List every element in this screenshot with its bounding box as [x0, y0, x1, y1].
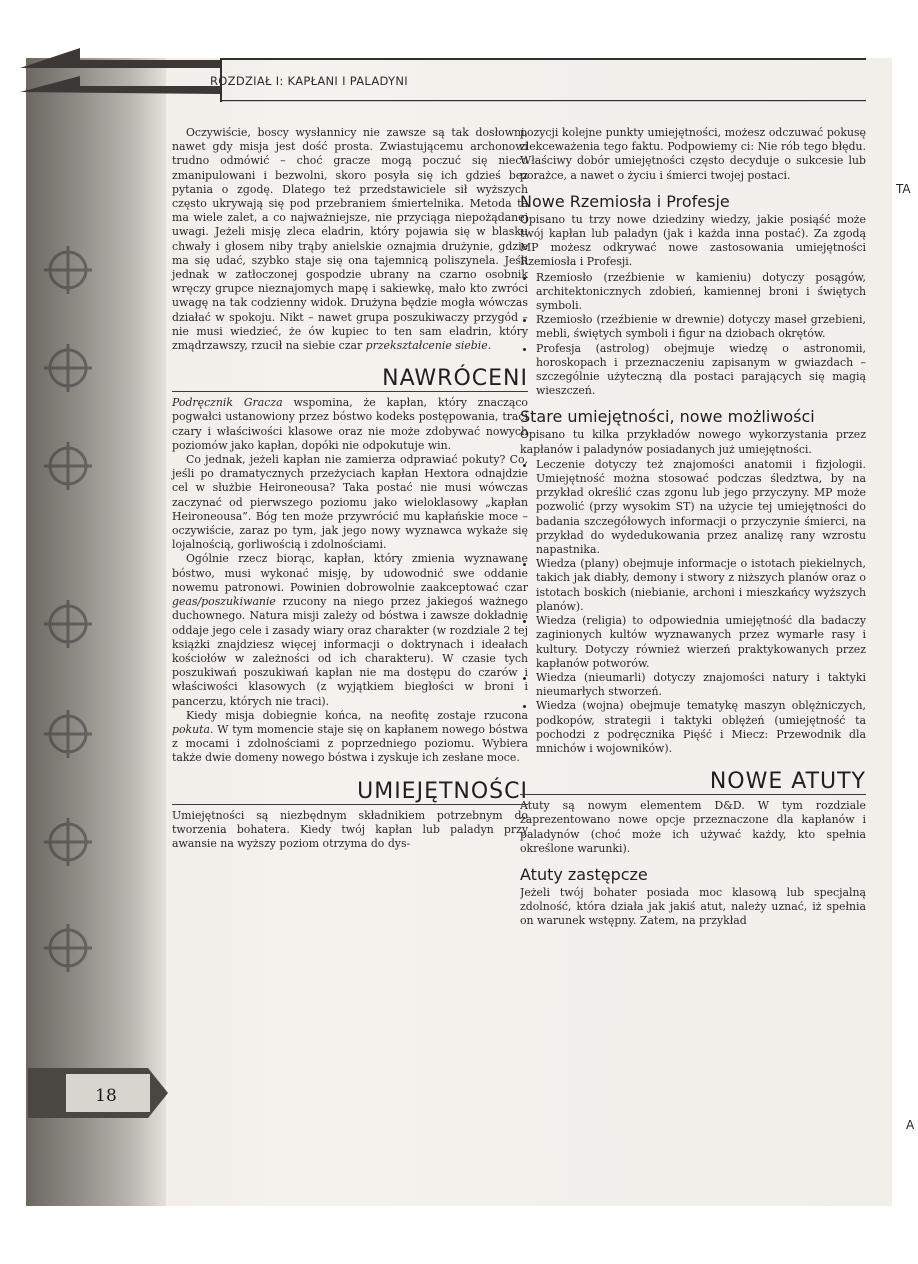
bullet-list: [520, 458, 866, 756]
list-item: • Wiedza (wojna) obejmuje tematykę maszyn oblężniczych, podkopów, strategii i taktyki oblężeń (umiejętność ta pochodzi z podręcznika Pięść i Miecz: Przewodnik dla mnichów i wojowników).: [536, 699, 866, 756]
list-item: • Profesja (astrolog) obejmuje wiedzę o astronomii, horoskopach i przeznaczeniu zapisanym w gwiazdach – szczególnie użyteczną dla postaci parających się magią wieszczeń.: [536, 342, 866, 399]
list-item: • Rzemiosło (rzeźbienie w kamieniu) dotyczy posągów, architektonicznych zdobień, kamiennej broni i świętych symboli.: [536, 271, 866, 314]
paragraph: Opisano tu kilka przykładów nowego wykorzystania przez kapłanów i paladynów posiadanych już umiejętności.: [520, 428, 866, 456]
section-heading-nawroceni: NAWRÓCENI: [172, 363, 528, 392]
header-arrow-banner: [20, 48, 866, 112]
subheading-atuty-zastepcze: Atuty zastępcze: [520, 864, 648, 884]
paragraph: pozycji kolejne punkty umiejętności, możesz odczuwać pokusę zlekceważenia tego faktu. Podpowiemy ci: Nie rób tego błędu. Właściwy dobór umiejętności często decyduje o sukcesie lub porażce, a nawet o życiu i śmierci twojej postaci.: [520, 126, 866, 182]
edge-letter-bottom: A: [906, 1118, 915, 1132]
list-item: • Rzemiosło (rzeźbienie w drewnie) dotyczy maseł grzebieni, mebli, świętych symboli i figur na dziobach okrętów.: [536, 313, 866, 341]
cross-glyph-icon: [40, 242, 96, 298]
subheading-stare-umiejetnosci: Stare umiejętności, nowe możliwości: [520, 407, 815, 427]
list-item: • Wiedza (nieumarli) dotyczy znajomości natury i taktyki nieumarłych stworzeń.: [536, 671, 866, 699]
list-item: • Leczenie dotyczy też znajomości anatomii i fizjologii. Umiejętność można stosować podczas śledztwa, by na przykład określić czas zgonu lub jego przyczyny. MP może pozwolić (przy wysokim ST) na użycie tej umiejętności do badania szczegółowych informacji o przyczynie śmierci, na przykład do wydedukowania przez analizę rany wzrostu napastnika.: [536, 458, 866, 557]
cross-glyph-icon: [40, 340, 96, 396]
subheading-nowe-rzemiosla: Nowe Rzemiosła i Profesje: [520, 191, 730, 211]
right-column: [520, 126, 866, 929]
paragraph: Co jednak, jeżeli kapłan nie zamierza odprawiać pokuty? Co, jeśli po dramatycznych przeżyciach kapłan Hextora odnajdzie cel w służbie Heironeousa? Taka postać nie musi wówczas zaczynać od pierwszego poziomu jako wieloklasowy „kapłan Heironeousa”. Bóg ten może przywrócić mu kapłańskie moce – oczywiście, zaraz po tym, jak jego nowy wyznawca wykaże się lojalnością, gorliwością i zdolnościami.: [172, 453, 528, 552]
paragraph: Ogólnie rzecz biorąc, kapłan, który zmienia wyznawane bóstwo, musi wykonać misję, by udowodnić swe oddanie nowemu patronowi. Powinien dobrowolnie zaakceptować czar geas/poszukiwanie rzucony na niego przez jakiegoś ważnego duchownego. Natura misji zależy od bóstwa i zawsze dokładnie oddaje jego cele i zasady wiary oraz charakter (w rozdziale 2 tej książki znajdziesz więcej informacji o doktrynach i ideałach kościołów w zależności od ich charakteru). W czasie tych poszukiwań poszukiwań kapłan nie ma dostępu do czarów i właściwości klasowych (z wyjątkiem biegłości w broni i pancerzu, których nie traci).: [172, 552, 528, 708]
list-item: • Wiedza (plany) obejmuje informacje o istotach piekielnych, takich jak diabły, demony i stwory z niższych planów oraz o istotach boskich (niebianie, archoni i mieszkańcy wyższych planów).: [536, 557, 866, 614]
paragraph: Umiejętności są niezbędnym składnikiem potrzebnym do tworzenia bohatera. Kiedy twój kapłan lub paladyn przy awansie na wyższy poziom otrzyma do dys-: [172, 808, 528, 850]
intro-paragraph: Oczywiście, boscy wysłannicy nie zawsze są tak dosłowni, nawet gdy misja jest dość prosta. Zwiastującemu archonowi trudno odmówić – choć gracze mogą poczuć się nieco zmanipulowani i bezwolni, skoro posyła się ich gdzieś bez pytania o zgodę. Dlatego też przedstawiciele sił wyższych często ukrywają się pod przebraniem śmiertelnika. Metoda ta ma wiele zalet, a co najważniejsze, nie przyciąga niepożądanej uwagi. Jeżeli misję zleca eladrin, który pojawia się w blasku chwały i głosem niby trąby anielskie oznajmia drużynie, gdzie ma się udać, szybko staje się ona tajemnicą poliszynela. Jeśli jednak w zatłoczonej gospodzie ubrany na czarno osobnik wręczy grupce nieznajomych mapę i sakiewkę, mało kto zwróci uwagę na tak codzienny widok. Drużyna będzie mogła wówczas działać w spokoju. Nikt – nawet grupa poszukiwaczy przygód – nie musi wiedzieć, że ów kupiec to ten sam eladrin, który zmądrzawszy, rzucił na siebie czar przekształcenie siebie.: [172, 126, 528, 353]
chapter-title: ROZDZIAŁ I: KAPŁANI I PALADYNI: [210, 74, 408, 88]
paragraph: Podręcznik Gracza wspomina, że kapłan, który znacząco pogwałci ustanowiony przez bóstwo kodeks postępowania, traci czary i właściwości klasowe oraz nie może zdobywać nowych poziomów jako kapłan, dopóki nie odpokutuje win.: [172, 396, 528, 452]
paragraph: Atuty są nowym elementem D&D. W tym rozdziale zaprezentowano nowe opcje przeznaczone dla kapłanów i paladynów (choć może ich używać każdy, kto spełnia określone warunki).: [520, 799, 866, 855]
section-heading-umiejetnosci: UMIEJĘTNOŚCI: [172, 776, 528, 805]
section-heading-nowe-atuty: NOWE ATUTY: [520, 766, 866, 795]
cross-glyph-icon: [40, 706, 96, 762]
paragraph: Opisano tu trzy nowe dziedziny wiedzy, jakie posiąść może twój kapłan lub paladyn (jak i każda inna postać). Za zgodą MP możesz odkrywać nowe zastosowania umiejętności Rzemiosła i Profesji.: [520, 212, 866, 269]
cross-glyph-icon: [40, 596, 96, 652]
paragraph: Jeżeli twój bohater posiada moc klasową lub specjalną zdolność, która działa jak jakiś atut, należy uznać, iż spełnia on warunek wstępny. Zatem, na przykład: [520, 885, 866, 928]
list-item: • Wiedza (religia) to odpowiednia umiejętność dla badaczy zaginionych kultów wyznawanych przez wymarłe rasy i kultury. Dotyczy również wierzeń praktykowanych przez kapłanów potworów.: [536, 614, 866, 671]
cross-glyph-icon: [40, 920, 96, 976]
left-column: [172, 126, 528, 851]
edge-letters-top: TA: [896, 182, 911, 196]
cross-glyph-icon: [40, 814, 96, 870]
page-number: 18: [95, 1086, 117, 1106]
cross-glyph-icon: [40, 438, 96, 494]
paragraph: Kiedy misja dobiegnie końca, na neofitę zostaje rzucona pokuta. W tym momencie staje się on kapłanem nowego bóstwa z mocami i zdolnościami z poprzedniego poziomu. Wybiera także dwie domeny nowego bóstwa i zyskuje ich zesłane moce.: [172, 708, 528, 765]
bullet-list: [520, 271, 866, 399]
